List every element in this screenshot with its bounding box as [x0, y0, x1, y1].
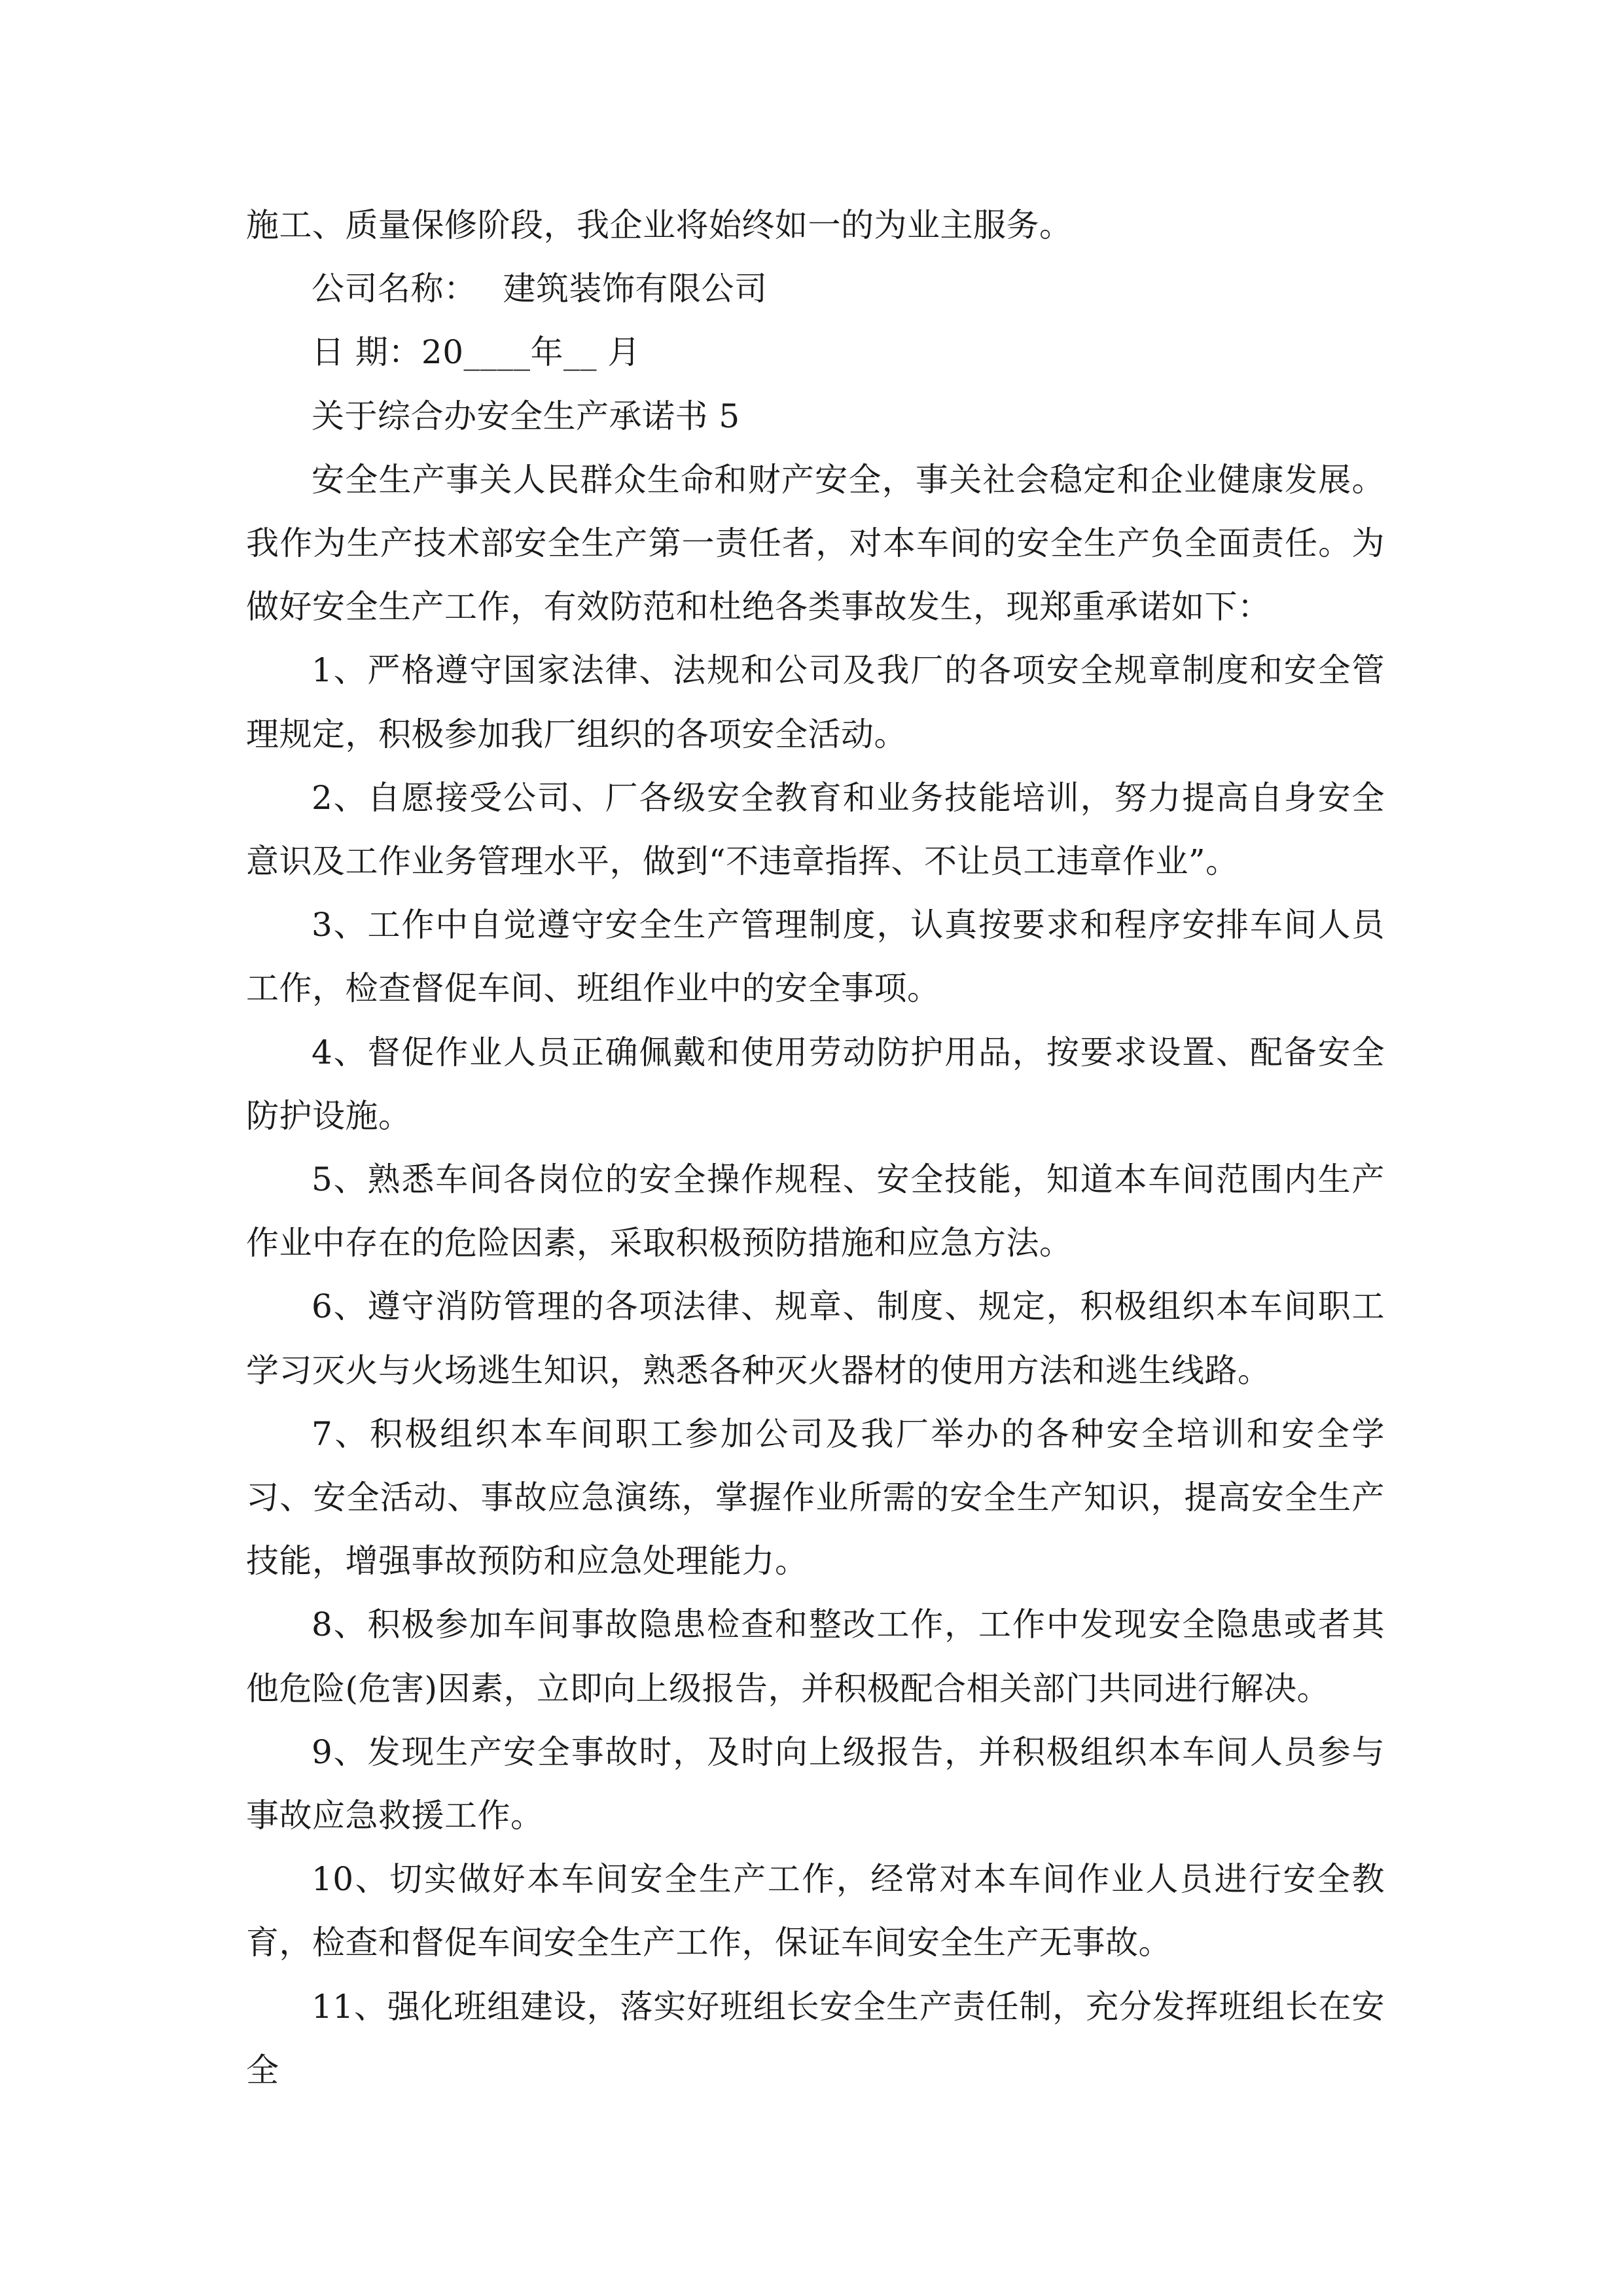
- company-line: [246, 257, 1385, 321]
- list-item: 10、切实做好本车间安全生产工作，经常对本车间作业人员进行安全教育，检查和督促车间安全生产工作，保证车间安全生产无事故。: [246, 1860, 1385, 1962]
- intro-paragraph: 安全生产事关人民群众生命和财产安全，事关社会稳定和企业健康发展。我作为生产技术部安全生产第一责任者，对本车间的安全生产负全面责任。为做好安全生产工作，有效防范和杜绝各类事故发生，现郑重承诺如下：: [246, 460, 1385, 626]
- company-name: 建筑装饰有限公司: [503, 270, 768, 308]
- list-item: 4、督促作业人员正确佩戴和使用劳动防护用品，按要求设置、配备安全防护设施。: [246, 1033, 1385, 1135]
- continuation-line: 施工、质量保修阶段，我企业将始终如一的为业主服务。: [246, 206, 1073, 244]
- list-item: 1、严格遵守国家法律、法规和公司及我厂的各项安全规章制度和安全管理规定，积极参加我厂组织的各项安全活动。: [246, 651, 1385, 753]
- list-item: 7、积极组织本车间职工参加公司及我厂举办的各种安全培训和安全学习、安全活动、事故应急演练，掌握作业所需的安全生产知识，提高安全生产技能，增强事故预防和应急处理能力。: [246, 1414, 1385, 1581]
- list-item: 11、强化班组建设，落实好班组长安全生产责任制，充分发挥班组长在安全: [246, 1987, 1385, 2089]
- document-body: [246, 194, 1385, 2102]
- list-item: 3、工作中自觉遵守安全生产管理制度，认真按要求和程序安排车间人员工作，检查督促车间、班组作业中的安全事项。: [246, 906, 1385, 1008]
- list-item: 8、积极参加车间事故隐患检查和整改工作，工作中发现安全隐患或者其他危险(危害)因素，立即向上级报告，并积极配合相关部门共同进行解决。: [246, 1605, 1385, 1708]
- list-item: 2、自愿接受公司、厂各级安全教育和业务技能培训，努力提高自身安全意识及工作业务管理水平，做到“不违章指挥、不让员工违章作业”。: [246, 778, 1385, 881]
- list-item: 9、发现生产安全事故时，及时向上级报告，并积极组织本车间人员参与事故应急救援工作。: [246, 1732, 1385, 1835]
- section-title: 关于综合办安全生产承诺书 5: [312, 397, 740, 435]
- list-item: 6、遵守消防管理的各项法律、规章、制度、规定，积极组织本车间职工学习灭火与火场逃生知识，熟悉各种灭火器材的使用方法和逃生线路。: [246, 1287, 1385, 1390]
- company-label: 公司名称：: [312, 270, 477, 308]
- date-line: 日 期：20____年__ 月: [312, 333, 641, 372]
- list-item: 5、熟悉车间各岗位的安全操作规程、安全技能，知道本车间范围内生产作业中存在的危险因素，采取积极预防措施和应急方法。: [246, 1160, 1385, 1263]
